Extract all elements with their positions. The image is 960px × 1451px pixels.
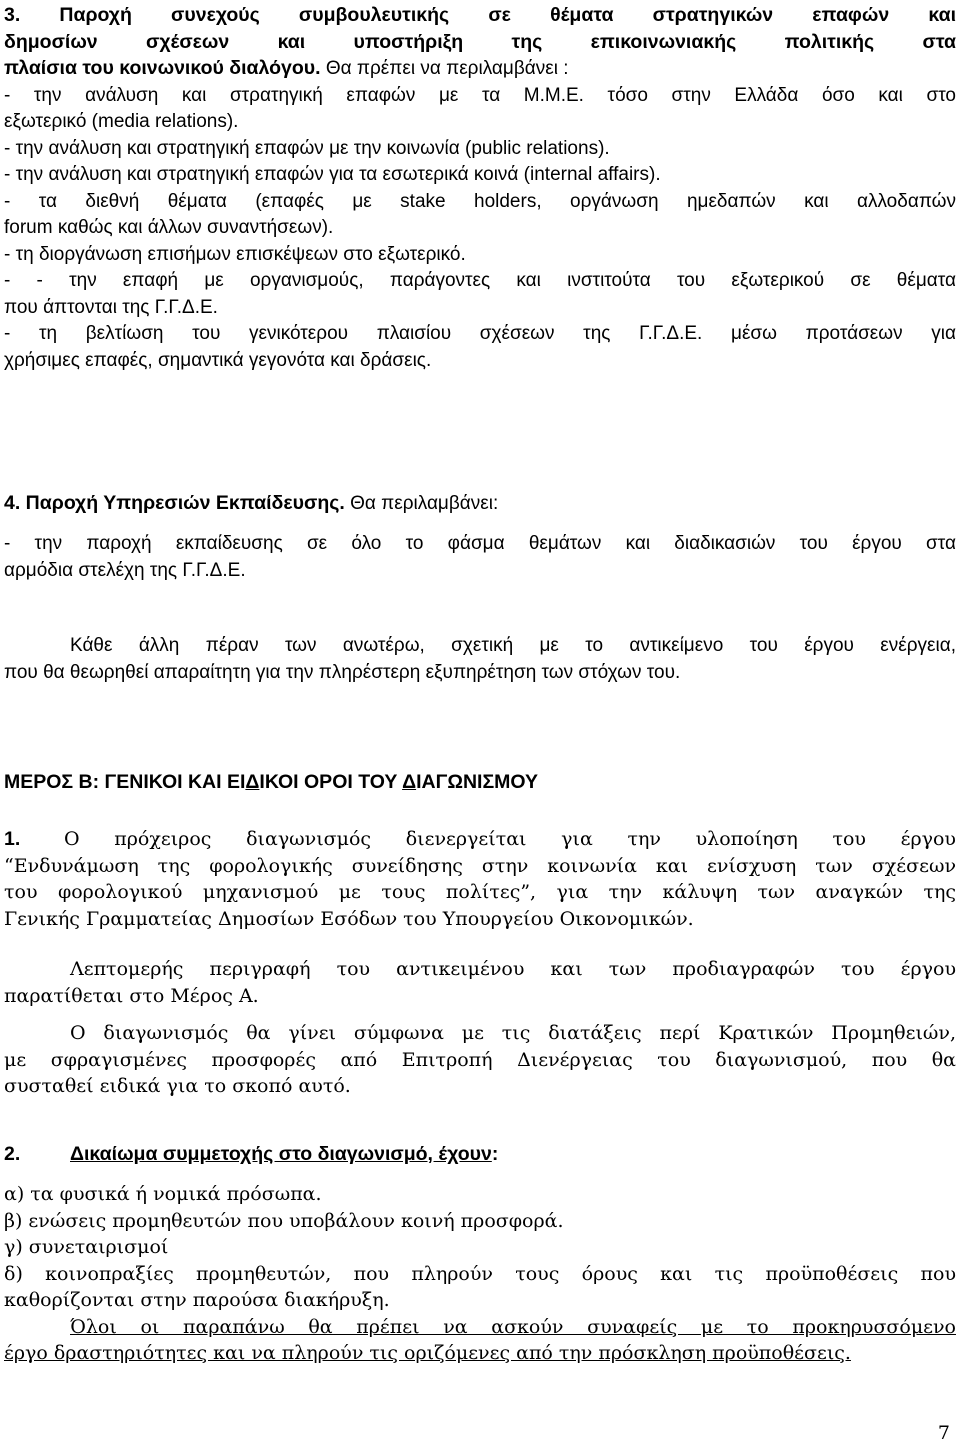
part-b-title-segment: ΙΚΟΙ ΟΡΟΙ ΤΟΥ (259, 771, 403, 793)
section-4-body (4, 531, 956, 584)
section-3-heading-line-3 (4, 55, 956, 83)
part-b-p2-line-1: Λεπτομερής περιγραφή του αντικειμένου και των προδιαγραφών του έργου (70, 958, 956, 980)
participant-item: δ) κοινοπραξίες προμηθευτών, που πληρούν τους όρους και τις προϋποθέσεις που (4, 1262, 956, 1285)
section-3-item-line: - τη διοργάνωση επισήμων επισκέψεων στο εξωτερικό. (4, 243, 466, 265)
part-b-p3-line-2: με σφραγισμένες προσφορές από Επιτροπή Διενέργειας του διαγωνισμού, που θα (4, 1048, 956, 1071)
part-b-p1-line-1-text: Ο πρόχειρος διαγωνισμός διενεργείται για την υλοποίηση του έργου (64, 828, 956, 850)
part-b-title-segment-underlined: Δ (402, 771, 417, 793)
section-3-item-line: - τη βελτίωση του γενικότερου πλαισίου σχέσεων της Γ.Γ.Δ.Ε. μέσω προτάσεων για (4, 323, 956, 344)
part-b-paragraph-2 (4, 956, 956, 1009)
section-3-item-line: που άπτονται της Γ.Γ.Δ.Ε. (4, 296, 218, 318)
participant-item: α) τα φυσικά ή νομικά πρόσωπα. (4, 1183, 322, 1205)
part-b-paragraph-1 (4, 826, 956, 932)
section-3-item-line: εξωτερικό (media relations). (4, 111, 239, 132)
part-b-p1-line-4: Γενικής Γραμματείας Δημοσίων Εσόδων του Υπουργείου Οικονομικών. (4, 907, 694, 930)
section-3-item-line: χρήσιμες επαφές, σημαντικά γεγονότα και δράσεις. (4, 349, 432, 371)
section-3-item-line: forum καθώς και άλλων συναντήσεων). (4, 217, 334, 238)
section-3-intro-text: Θα πρέπει να περιλαμβάνει : (320, 58, 569, 79)
part-b-section-2-items (4, 1181, 956, 1367)
section-3-item-line: - την ανάλυση και στρατηγική επαφών με τα Μ.Μ.Ε. τόσο στην Ελλάδα όσο και στο (4, 84, 956, 106)
part-b-title (4, 769, 956, 796)
part-b-p2-line-2: παρατίθεται στο Μέρος Α. (4, 984, 259, 1007)
section-3-item-line: - την ανάλυση και στρατηγική επαφών με την κοινωνία (public relations). (4, 137, 610, 159)
part-b-p1-line-2: “Ενδυνάμωση της φορολογικής συνείδησης στην κοινωνία και ενίσχυση των σχέσεων (4, 854, 956, 877)
participant-item: γ) συνεταιρισμοί (4, 1236, 169, 1258)
section-3-heading-bold-end: πλαίσια του κοινωνικού διαλόγου. (4, 57, 321, 79)
section-3 (4, 2, 956, 374)
part-b-title-segment: ΜΕΡΟΣ Β: ΓΕΝΙΚΟΙ ΚΑΙ ΕΙ (4, 771, 246, 793)
section-3-item-line: - τα διεθνή θέματα (επαφές με stake holders, οργάνωση ημεδαπών και αλλοδαπών (4, 190, 956, 212)
part-b-title-segment: ΙΑΓΩΝΙΣΜΟΥ (416, 771, 539, 793)
part-b-title-segment-underlined: Δ (245, 771, 260, 793)
section-4-other-paragraph (4, 633, 956, 686)
participant-item: β) ενώσεις προμηθευτών που υποβάλουν κοινή προσφορά. (4, 1209, 564, 1232)
part-b-p1-line-3: του φορολογικού μηχανισμού με τους πολίτες”, για την κάλυψη των αναγκών της (4, 881, 956, 903)
section-4-line-1: - την παροχή εκπαίδευσης σε όλο το φάσμα θεμάτων και διαδικασιών του έργου στα (4, 533, 956, 554)
page-number: 7 (937, 1422, 950, 1444)
section-4-heading-rest: Θα περιλαμβάνει: (344, 493, 499, 514)
section-4-heading (4, 490, 956, 518)
section-3-item-line: - την ανάλυση και στρατηγική επαφών για τα εσωτερικά κοινά (internal affairs). (4, 164, 661, 185)
participant-item: καθορίζονται στην παρούσα διακήρυξη. (4, 1289, 390, 1311)
part-b-section-2-heading-text: Δικαίωμα συμμετοχής στο διαγωνισμό, έχουν (70, 1143, 492, 1165)
section-4-other-line-2: που θα θεωρηθεί απαραίτητη για την πληρέστερη εξυπηρέτηση των στόχων του. (4, 661, 681, 683)
part-b-section-2-heading (4, 1141, 956, 1168)
part-b-paragraph-3 (4, 1020, 956, 1100)
section-4-heading-bold: 4. Παροχή Υπηρεσιών Εκπαίδευσης. (4, 492, 345, 514)
part-b-section-2-heading-line (4, 1141, 956, 1168)
part-b-p1-number: 1. (4, 828, 21, 850)
part-b-note-line-2: έργο δραστηριότητες και να πληρούν τις οριζόμενες από την πρόσκληση προϋποθέσεις. (4, 1342, 851, 1364)
part-b-p3-line-3: συσταθεί ειδικά για το σκοπό αυτό. (4, 1075, 351, 1097)
section-4 (4, 490, 956, 518)
part-b-section-2-heading-colon: : (491, 1143, 499, 1165)
section-4-other-line-1: Κάθε άλλη πέραν των ανωτέρω, σχετική με το αντικείμενο του έργου ενέργεια, (70, 635, 956, 656)
part-b-section-2-number: 2. (4, 1143, 21, 1165)
part-b-p1-line-1 (4, 826, 956, 853)
part-b-note-line-1: Όλοι οι παραπάνω θα πρέπει να ασκούν συναφείς με το προκηρυσσόμενο (70, 1315, 956, 1338)
section-4-line-2: αρμόδια στελέχη της Γ.Γ.Δ.Ε. (4, 559, 246, 581)
part-b-title-text (4, 769, 956, 796)
part-b-p3-line-1: Ο διαγωνισμός θα γίνει σύμφωνα με τις διατάξεις περί Κρατικών Προμηθειών, (70, 1022, 956, 1044)
section-3-heading-line-1: 3. Παροχή συνεχούς συμβουλευτικής σε θέματα στρατηγικών επαφών και (4, 4, 956, 26)
section-3-heading-line-2: δημοσίων σχέσεων και υποστήριξη της επικοινωνιακής πολιτικής στα (4, 30, 956, 53)
section-3-item-line: - - την επαφή με οργανισμούς, παράγοντες και ινστιτούτα του εξωτερικού σε θέματα (4, 270, 956, 291)
